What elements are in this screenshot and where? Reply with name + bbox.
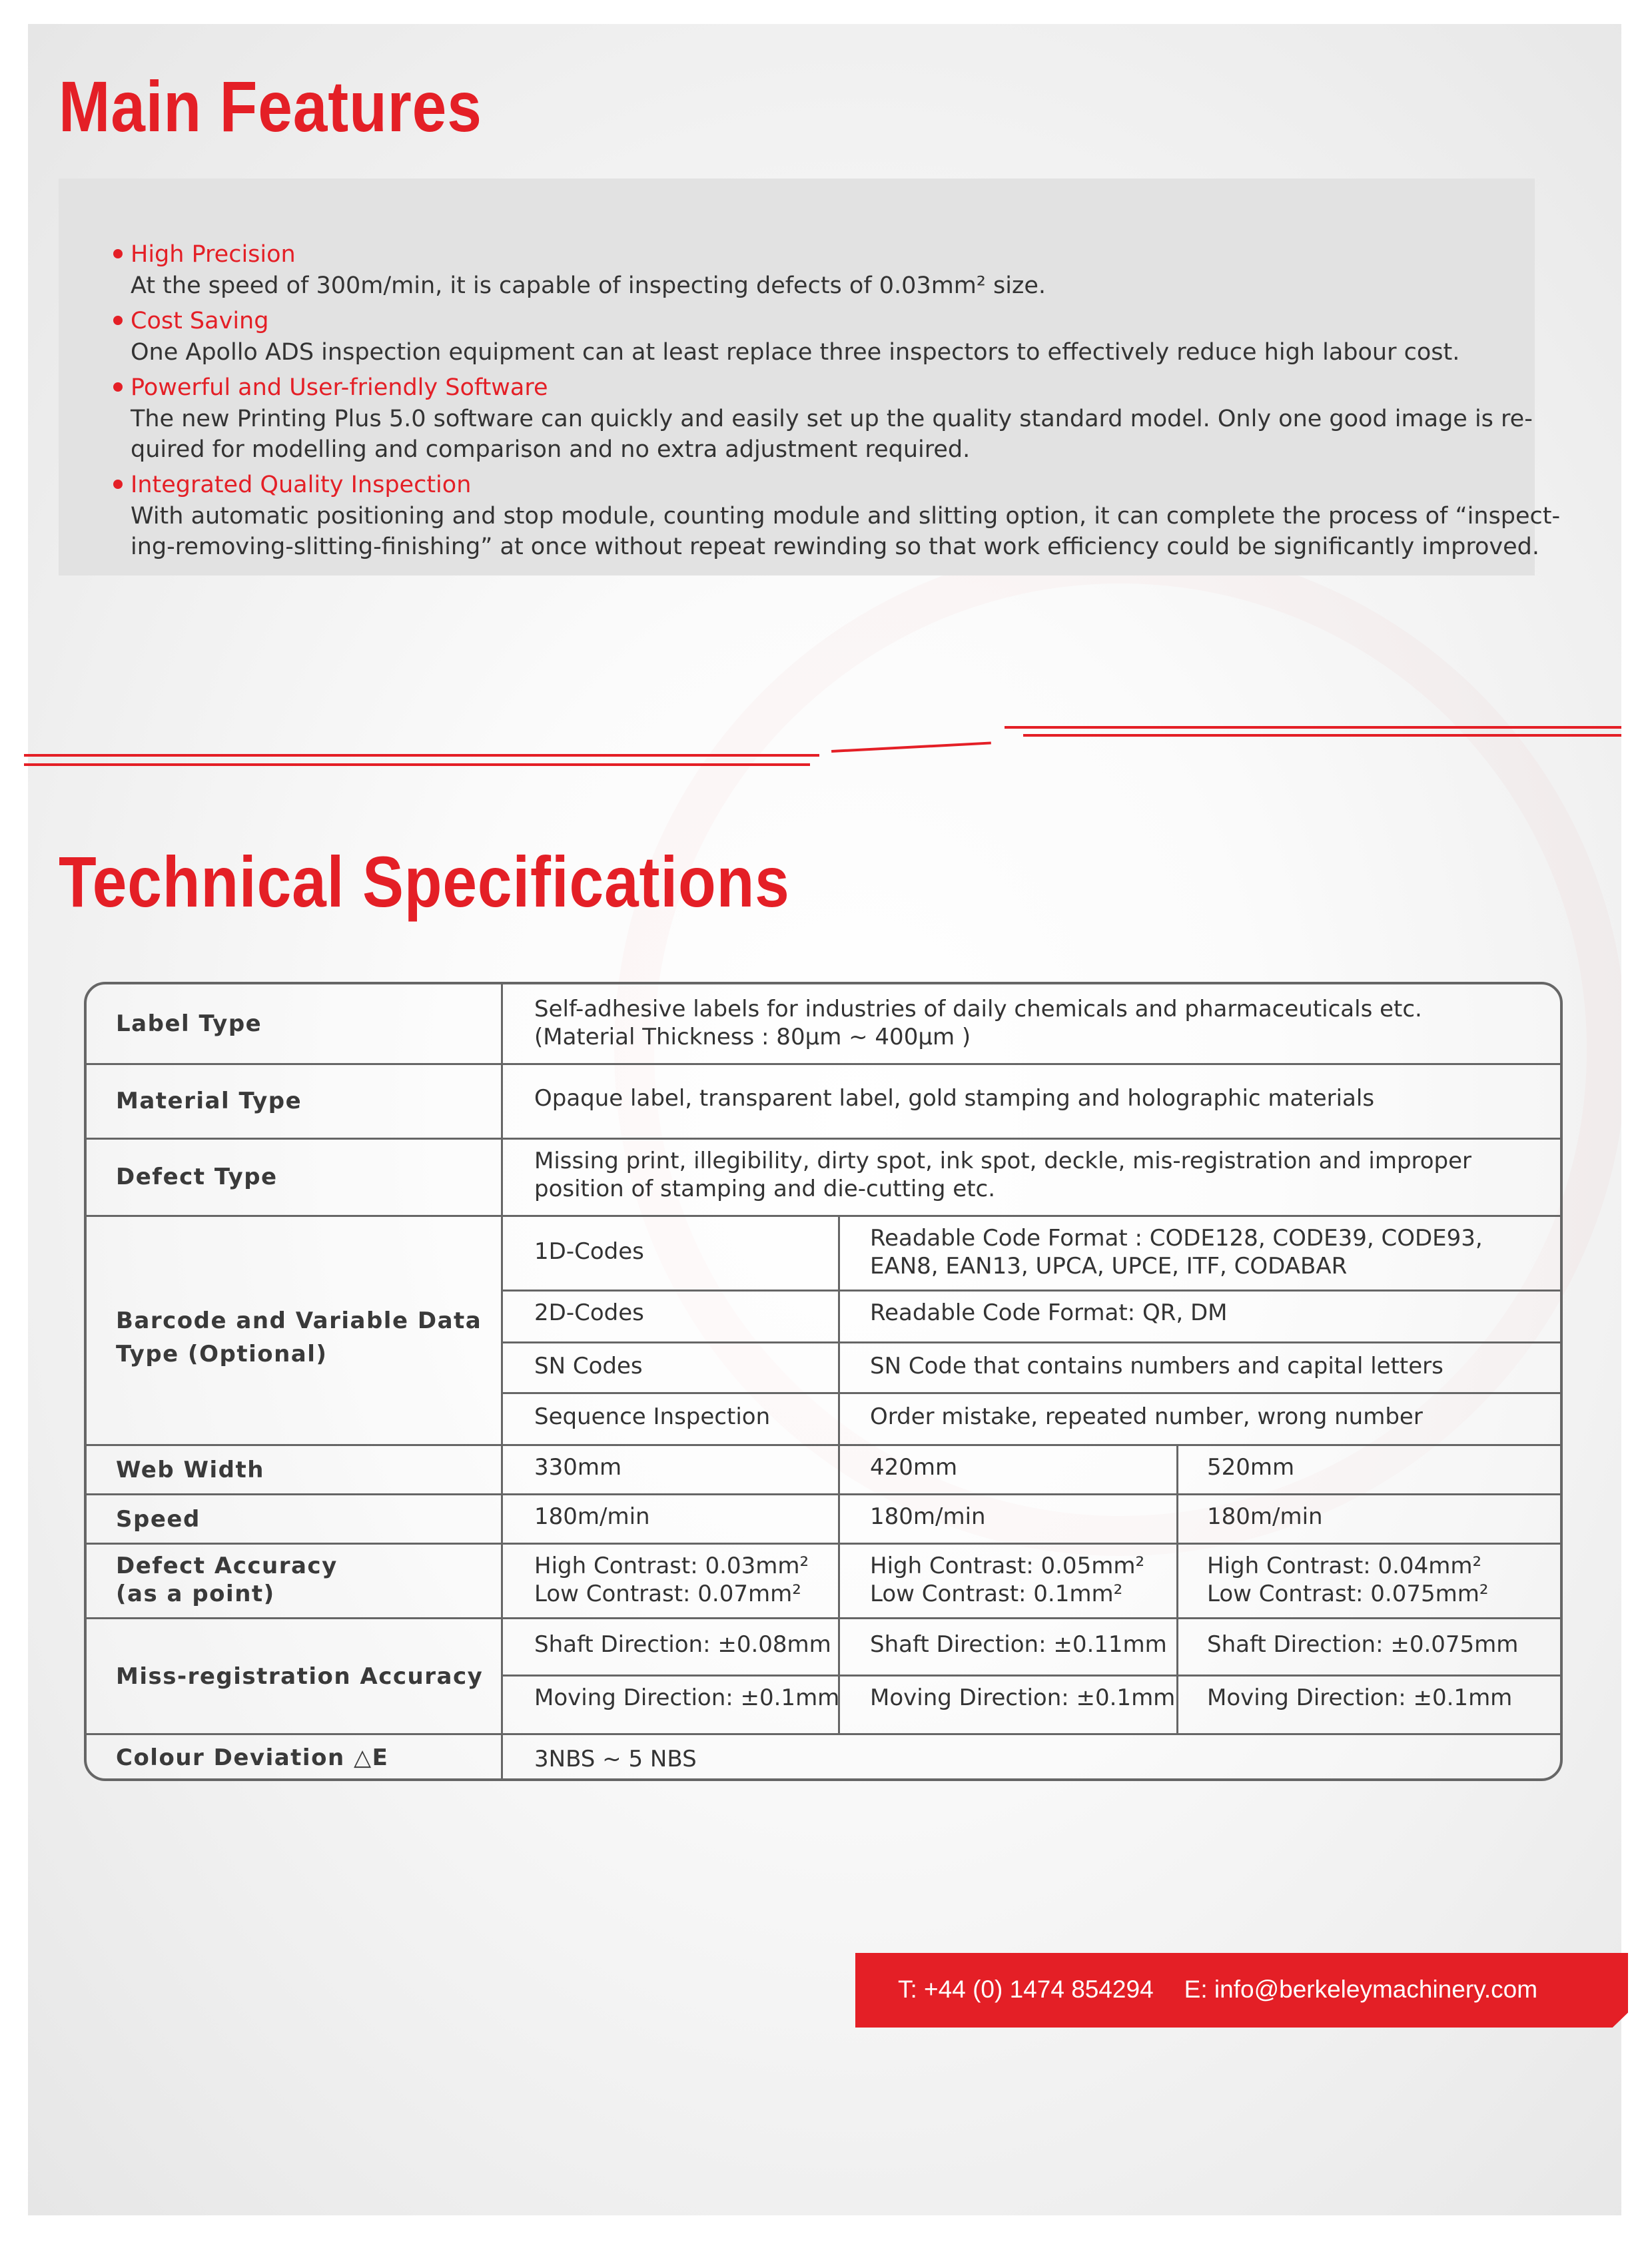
email-address[interactable]: E: info@berkeleymachinery.com: [1184, 1976, 1538, 2003]
main-features-heading: Main Features: [59, 66, 482, 147]
barcode-label-line: Barcode and Variable Data: [116, 1308, 482, 1334]
low-contrast-value: Low Contrast: 0.075mm²: [1207, 1581, 1489, 1607]
barcode-2d-name: 2D-Codes: [534, 1300, 644, 1326]
label-type-line: (Material Thickness : 80μm ~ 400μm ): [534, 1024, 971, 1050]
web-width-label: Web Width: [116, 1457, 264, 1483]
barcode-sn-name: SN Codes: [534, 1353, 643, 1379]
defect-accuracy-label: [116, 1552, 338, 1608]
low-contrast-value: Low Contrast: 0.1mm²: [870, 1581, 1123, 1607]
colour-deviation-value: 3NBS ~ 5 NBS: [534, 1746, 697, 1772]
high-contrast-value: High Contrast: 0.05mm²: [870, 1553, 1145, 1579]
feature-title: Powerful and User-friendly Software: [131, 374, 548, 401]
colour-deviation-label: Colour Deviation △E: [116, 1744, 389, 1771]
feature-description: quired for modelling and comparison and no extra adjustment required.: [131, 436, 971, 463]
label-type-value: [534, 995, 1422, 1051]
defect-accuracy-value: [534, 1552, 809, 1608]
defect-accuracy-label-line: (as a point): [116, 1581, 275, 1607]
moving-direction-value: Moving Direction: ±0.1mm: [870, 1684, 1176, 1711]
defect-type-line: position of stamping and die-cutting etc.: [534, 1176, 996, 1202]
label-type-label: Label Type: [116, 1010, 262, 1037]
miss-registration-label: Miss-registration Accuracy: [116, 1663, 484, 1690]
barcode-1d-line: EAN8, EAN13, UPCA, UPCE, ITF, CODABAR: [870, 1253, 1348, 1280]
bullet-icon: [113, 480, 123, 489]
barcode-1d-name: 1D-Codes: [534, 1238, 644, 1265]
moving-direction-value: Moving Direction: ±0.1mm: [1207, 1684, 1513, 1711]
feature-item: [131, 372, 1533, 465]
technical-specifications-heading: Technical Specifications: [59, 841, 790, 922]
web-width-value: 420mm: [870, 1454, 958, 1481]
feature-item: [131, 469, 1561, 562]
barcode-sn-value: SN Code that contains numbers and capital letters: [870, 1353, 1444, 1379]
defect-type-label: Defect Type: [116, 1164, 278, 1190]
speed-value: 180m/min: [870, 1503, 986, 1530]
barcode-label-line: Type (Optional): [116, 1341, 328, 1367]
spec-table: [84, 982, 1563, 1781]
material-type-label: Material Type: [116, 1088, 302, 1114]
main-features-panel: [59, 179, 1561, 575]
speed-value: 180m/min: [1207, 1503, 1323, 1530]
shaft-direction-value: Shaft Direction: ±0.08mm: [534, 1631, 831, 1658]
shaft-direction-value: Shaft Direction: ±0.075mm: [1207, 1631, 1519, 1658]
defect-accuracy-value: [870, 1552, 1144, 1608]
moving-direction-value: Moving Direction: ±0.1mm: [534, 1684, 840, 1711]
barcode-label: [116, 1304, 482, 1371]
feature-title: High Precision: [131, 241, 296, 268]
barcode-sequence-name: Sequence Inspection: [534, 1403, 771, 1430]
bullet-icon: [113, 382, 123, 392]
feature-description: At the speed of 300m/min, it is capable of inspecting defects of 0.03mm² size.: [131, 272, 1046, 299]
label-type-line: Self-adhesive labels for industries of daily chemicals and pharmaceuticals etc.: [534, 996, 1422, 1022]
feature-description: One Apollo ADS inspection equipment can at least replace three inspectors to effectively reduce high labour cost.: [131, 339, 1460, 366]
material-type-value: Opaque label, transparent label, gold stamping and holographic materials: [534, 1085, 1375, 1112]
feature-description: ing-removing-slitting-finishing” at once without repeat rewinding so that work efficiency could be significantly improved.: [131, 534, 1540, 560]
shaft-direction-value: Shaft Direction: ±0.11mm: [870, 1631, 1167, 1658]
high-contrast-value: High Contrast: 0.03mm²: [534, 1553, 809, 1579]
feature-title: Integrated Quality Inspection: [131, 472, 472, 498]
defect-type-line: Missing print, illegibility, dirty spot, ink spot, deckle, mis-registration and improper: [534, 1148, 1472, 1174]
barcode-sequence-value: Order mistake, repeated number, wrong number: [870, 1403, 1423, 1430]
defect-accuracy-value: [1207, 1552, 1489, 1608]
speed-value: 180m/min: [534, 1503, 650, 1530]
feature-description: With automatic positioning and stop module, counting module and slitting option, it can complete the process of “inspect-: [131, 503, 1561, 530]
feature-description: The new Printing Plus 5.0 software can quickly and easily set up the quality standard model. Only one good image is re-: [131, 406, 1533, 432]
barcode-1d-value: [870, 1224, 1483, 1280]
feature-title: Cost Saving: [131, 308, 269, 334]
barcode-2d-value: Readable Code Format: QR, DM: [870, 1300, 1228, 1326]
feature-item: [131, 238, 1475, 301]
bullet-icon: [113, 249, 123, 258]
bullet-icon: [113, 316, 123, 325]
web-width-value: 330mm: [534, 1454, 622, 1481]
feature-item: [131, 305, 1475, 368]
barcode-1d-line: Readable Code Format : CODE128, CODE39, CODE93,: [870, 1225, 1483, 1252]
web-width-value: 520mm: [1207, 1454, 1295, 1481]
contact-info: [898, 1976, 1537, 2004]
high-contrast-value: High Contrast: 0.04mm²: [1207, 1553, 1482, 1579]
defect-accuracy-label-line: Defect Accuracy: [116, 1553, 338, 1579]
phone-number[interactable]: T: +44 (0) 1474 854294: [898, 1976, 1154, 2003]
low-contrast-value: Low Contrast: 0.07mm²: [534, 1581, 801, 1607]
defect-type-value: [534, 1147, 1471, 1203]
speed-label: Speed: [116, 1506, 201, 1533]
